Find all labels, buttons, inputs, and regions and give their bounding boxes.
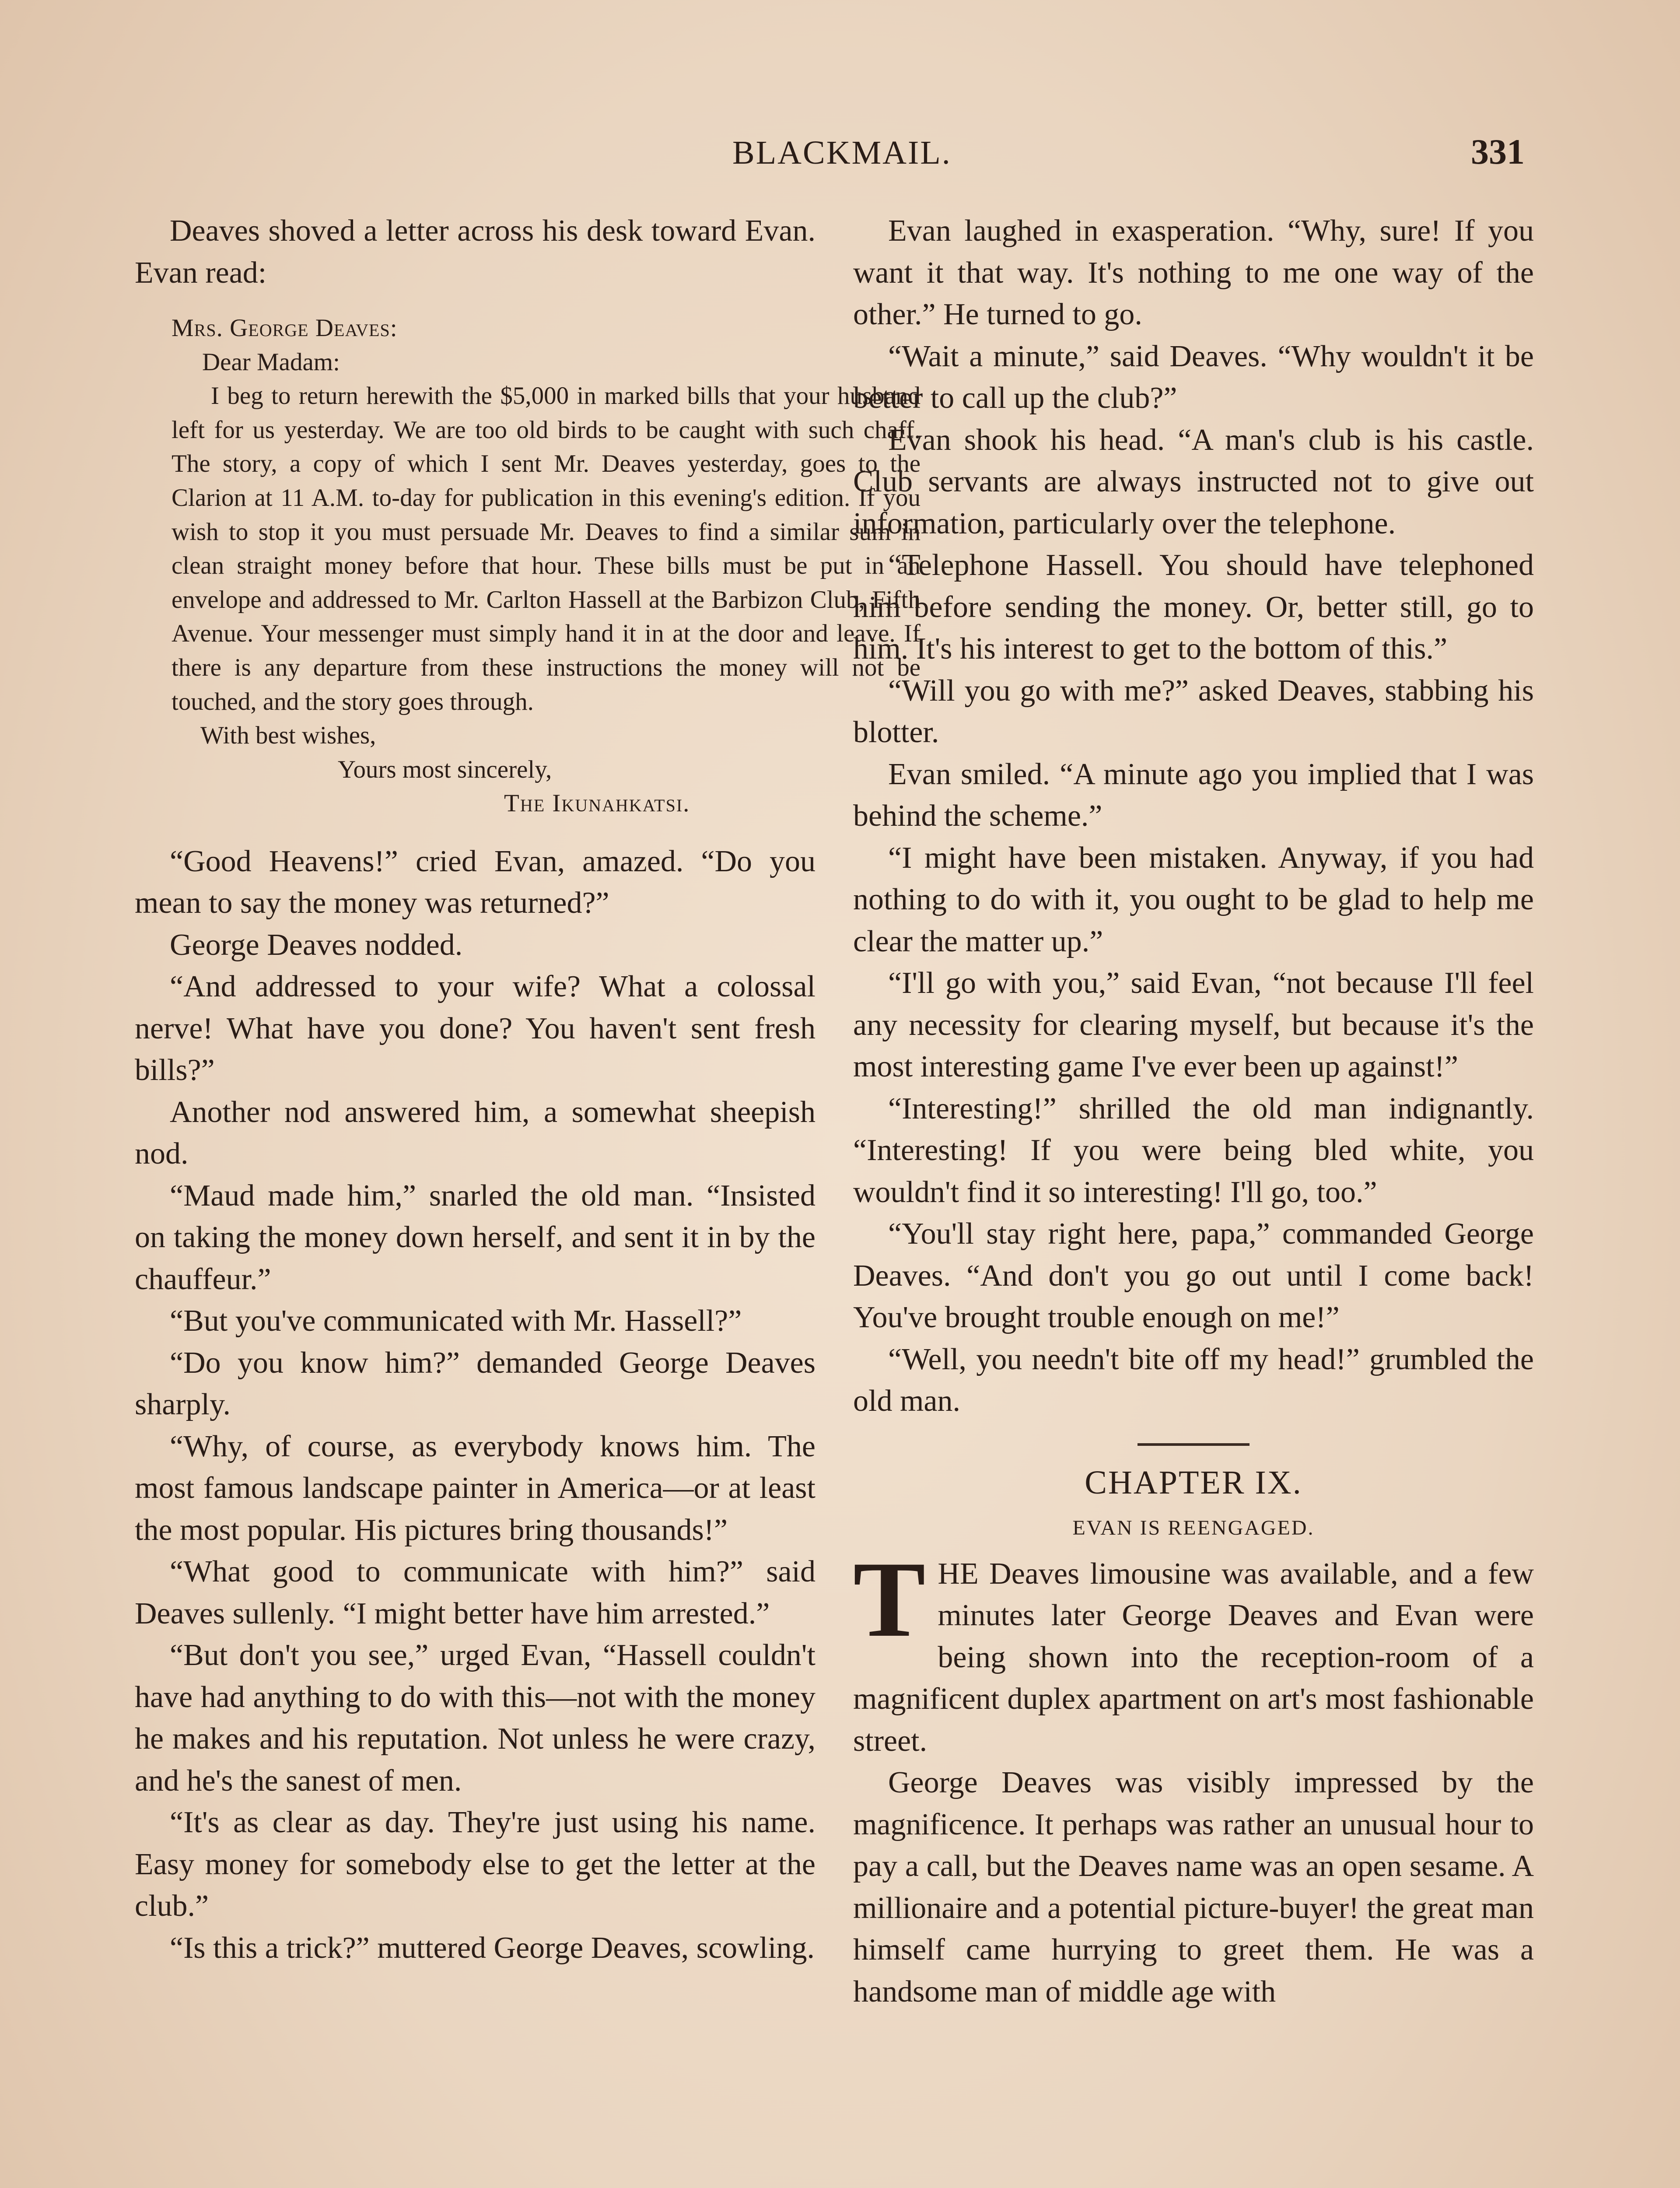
paragraph: George Deaves was visibly impressed by the magnificence. It perhaps was rather an unusual hour to pay a call, but the Deaves name was an open sesame. A millionaire and a potential picture-buyer! the great man himself came hurrying to greet them. He was a handsome man of middle age with	[853, 1766, 1534, 2009]
paragraph: “I'll go with you,” said Evan, “not because I'll feel any necessity for clearing myself, but because it's the most interesting game I've ever been up against!”	[853, 966, 1534, 1083]
paragraph: Evan shook his head. “A man's club is his castle. Club servants are always instructed not to give out information, particularly over the telephone.	[853, 423, 1534, 540]
paragraph: “Well, you needn't bite off my head!” grumbled the old man.	[853, 1342, 1534, 1418]
paragraph: “But you've communicated with Mr. Hassell?”	[170, 1304, 742, 1338]
paragraph: “Do you know him?” demanded George Deaves sharply.	[135, 1346, 816, 1422]
chapter-subtitle: EVAN IS REENGAGED.	[1072, 1516, 1315, 1539]
letter-salutation: Dear Madam:	[202, 348, 340, 376]
paragraph: “But don't you see,” urged Evan, “Hassell couldn't have had anything to do with this—not with the money he makes and his reputation. Not unless he were crazy, and he's the sanest of men.	[135, 1638, 816, 1798]
letter-body: I beg to return herewith the $5,000 in marked bills that your husband left for us yesterday. We are too old birds to be caught with such chaff. The story, a copy of which I sent Mr. Deaves yesterday, goes to the Clarion at 11 A.M. to-day for publication in this evening's edition. If you wish to stop it you must persuade Mr. Deaves to find a similar sum in clean straight money before that hour. These bills must be put in an envelope and addressed to Mr. Carlton Hassell at the Barbizon Club, Fifth Avenue. Your messenger must simply hand it in at the door and leave. If there is any departure from these instructions the money will not be touched, and the story goes through.	[172, 382, 920, 715]
paragraph: “Why, of course, as everybody knows him. The most famous landscape painter in America—or at least the most popular. His pictures bring thousands!”	[135, 1429, 816, 1547]
chapter-opening-paragraph	[853, 1539, 1534, 1762]
chapter-opening-text: HE Deaves limousine was available, and a few minutes later George Deaves and Evan were being shown into the reception-room of a magnificent duplex apartment on art's most fashionable street.	[853, 1557, 1534, 1758]
drop-cap: T	[853, 1539, 926, 1659]
blackmail-letter	[172, 311, 920, 820]
paragraph: Another nod answered him, a somewhat sheepish nod.	[135, 1095, 816, 1171]
paragraph: “Will you go with me?” asked Deaves, stabbing his blotter.	[853, 673, 1534, 749]
paragraph: “Wait a minute,” said Deaves. “Why wouldn't it be better to call up the club?”	[853, 339, 1534, 415]
running-title: BLACKMAIL.	[732, 134, 952, 171]
paragraph: “Is this a trick?” muttered George Deaves, scowling.	[170, 1931, 815, 1965]
intro-paragraph: Deaves shoved a letter across his desk toward Evan. Evan read:	[135, 214, 816, 290]
paragraph: Evan laughed in exasperation. “Why, sure! If you want it that way. It's nothing to me one way of the other.” He turned to go.	[853, 214, 1534, 331]
paragraph: “Telephone Hassell. You should have telephoned him before sending the money. Or, better still, go to him. It's his interest to get to the bottom of this.”	[853, 548, 1534, 666]
right-column	[853, 210, 1534, 2013]
paragraph: “You'll stay right here, papa,” commanded George Deaves. “And don't you go out until I come back! You've brought trouble enough on me!”	[853, 1217, 1534, 1334]
paragraph: Evan smiled. “A minute ago you implied that I was behind the scheme.”	[853, 757, 1534, 833]
paragraph: “Good Heavens!” cried Evan, amazed. “Do you mean to say the money was returned?”	[135, 844, 816, 920]
letter-wishes: With best wishes,	[200, 722, 376, 750]
chapter-title: CHAPTER IX.	[1085, 1464, 1302, 1501]
paragraph: George Deaves nodded.	[170, 928, 463, 962]
letter-closing: Yours most sincerely,	[338, 755, 552, 783]
paragraph: “What good to communicate with him?” said Deaves sullenly. “I might better have him arrested.”	[135, 1555, 816, 1630]
section-divider	[1138, 1443, 1250, 1446]
paragraph: “Interesting!” shrilled the old man indignantly. “Interesting! If you were being bled white, you wouldn't find it so interesting! I'll go, too.”	[853, 1091, 1534, 1209]
left-column	[135, 210, 920, 1969]
paragraph: “It's as clear as day. They're just using his name. Easy money for somebody else to get the letter at the club.”	[135, 1806, 816, 1923]
letter-signature: The Ikunahkatsi.	[504, 789, 690, 817]
paragraph: “Maud made him,” snarled the old man. “Insisted on taking the money down herself, and sent it in by the chauffeur.”	[135, 1178, 816, 1296]
page-number: 331	[1471, 132, 1525, 172]
paragraph: “I might have been mistaken. Anyway, if you had nothing to do with it, you ought to be glad to help me clear the matter up.”	[853, 841, 1534, 958]
paragraph: “And addressed to your wife? What a colossal nerve! What have you done? You haven't sent fresh bills?”	[135, 970, 816, 1087]
letter-addressee: Mrs. George Deaves:	[172, 314, 398, 342]
